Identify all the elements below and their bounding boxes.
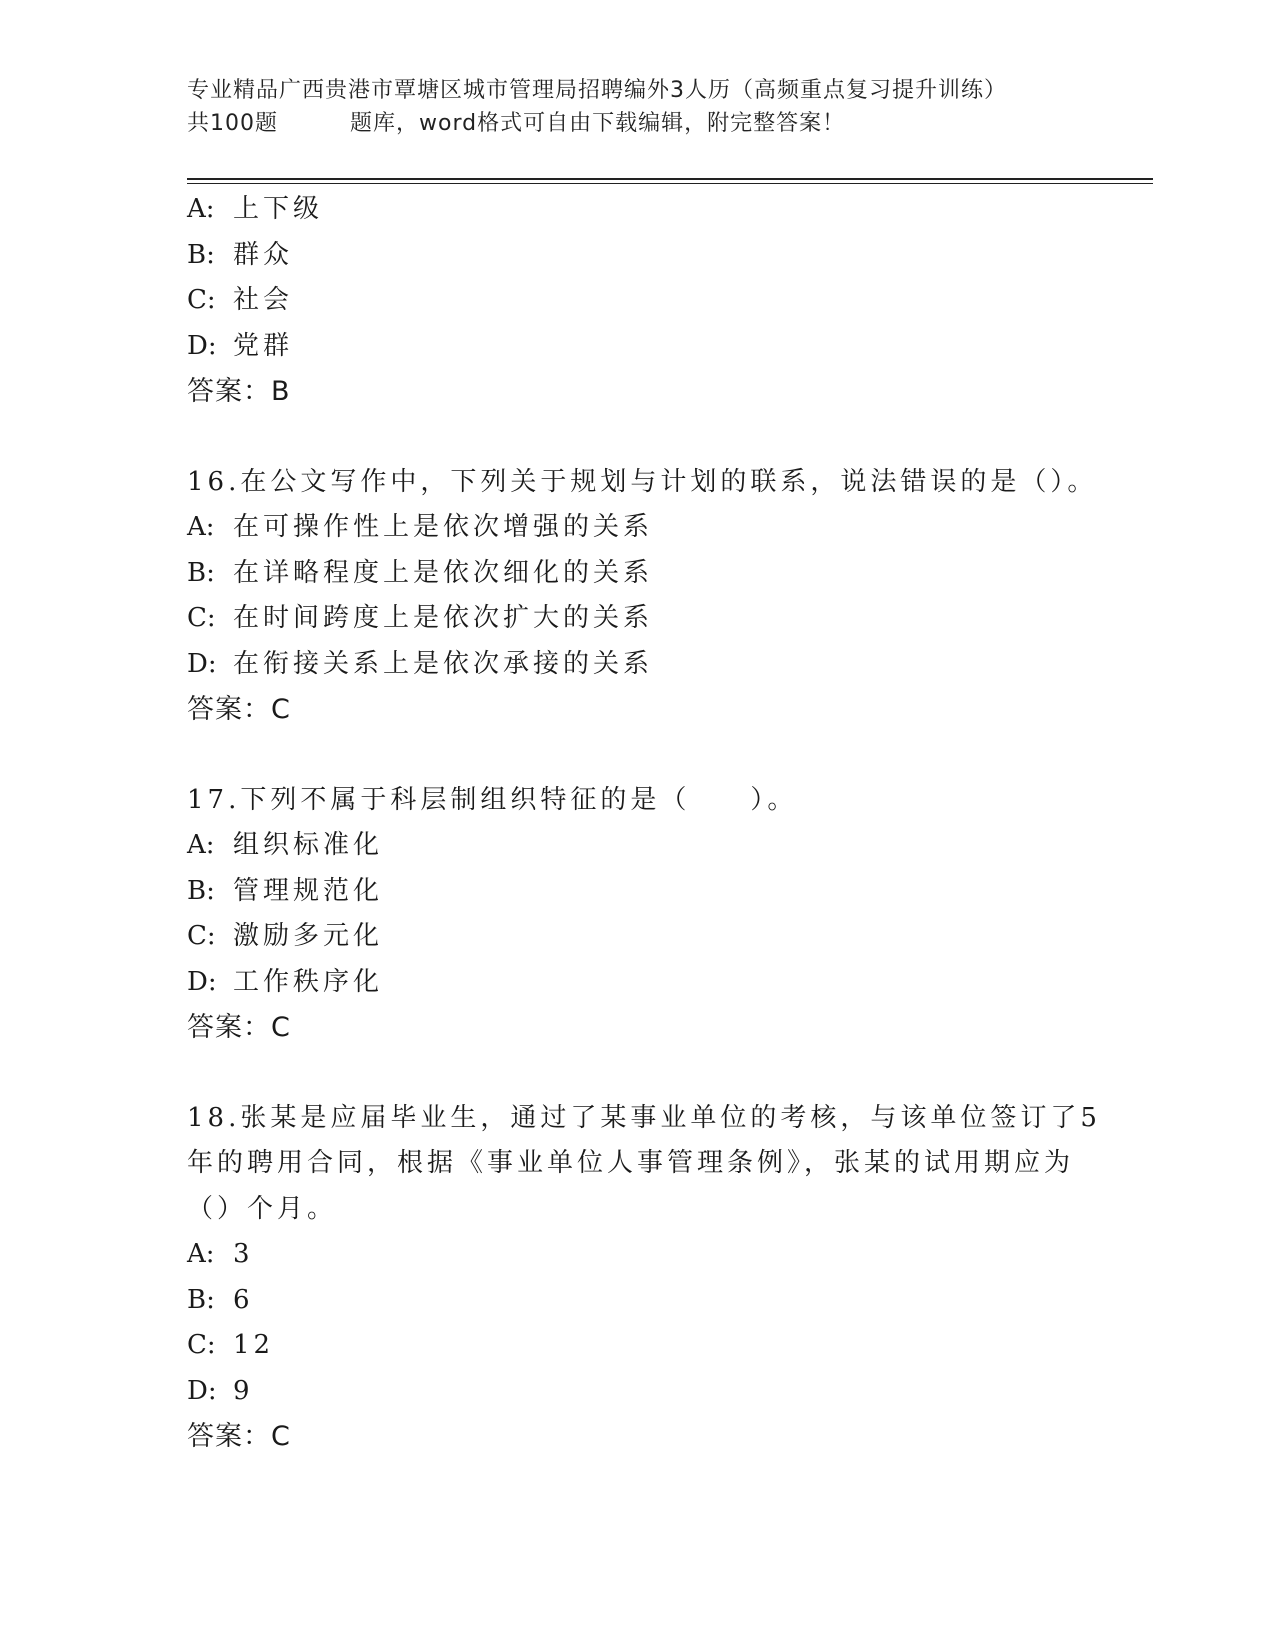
option-a: A: 3 [187,1239,254,1269]
option-b: B: 在详略程度上是依次细化的关系 [187,557,654,588]
option-d: D: 党群 [187,330,294,361]
option-a: A: 组织标准化 [187,830,384,860]
option-c: C: 在时间跨度上是依次扩大的关系 [187,603,654,633]
option-b: B: 群众 [187,239,294,270]
option-b: B: 6 [187,1284,254,1315]
answer-line: 答案：C [187,1421,291,1452]
question-text-line-3: （）个月。 [187,1193,338,1224]
option-d: D: 在衔接关系上是依次承接的关系 [187,648,654,679]
question-text: 16.在公文写作中，下列关于规划与计划的联系，说法错误的是（）。 [187,466,1098,497]
header-question-count: 共100题 [187,111,278,136]
header-divider-thin [187,183,1153,184]
header-description: 题库，word格式可自由下载编辑，附完整答案！ [350,111,846,136]
question-17 [187,778,1087,1051]
header-title-line: 专业精品广西贵港市覃塘区城市管理局招聘编外3人历（高频重点复习提升训练） [187,78,1007,103]
option-d: D: 9 [187,1375,254,1406]
document-header [187,74,1087,140]
option-c: C: 激励多元化 [187,921,384,951]
answer-line: 答案：C [187,1012,291,1043]
question-15-continued [187,187,1087,415]
option-c: C: 社会 [187,285,294,315]
question-text-line-2: 年的聘用合同，根据《事业单位人事管理条例》，张某的试用期应为 [187,1148,1075,1178]
answer-line: 答案：C [187,694,291,725]
question-16 [187,460,1098,733]
header-divider-thick [187,178,1153,180]
option-a: A: 上下级 [187,194,324,224]
question-text: 17.下列不属于科层制组织特征的是（ ）。 [187,784,798,815]
question-content [187,187,1101,1460]
header-subtitle-line [187,107,1087,140]
option-c: C: 12 [187,1330,275,1360]
question-18 [187,1096,1101,1460]
option-d: D: 工作秩序化 [187,966,384,997]
answer-line: 答案：B [187,376,291,407]
question-text-line-1: 18.张某是应届毕业生，通过了某事业单位的考核，与该单位签订了5 [187,1102,1101,1133]
option-b: B: 管理规范化 [187,875,384,906]
option-a: A: 在可操作性上是依次增强的关系 [187,512,654,542]
